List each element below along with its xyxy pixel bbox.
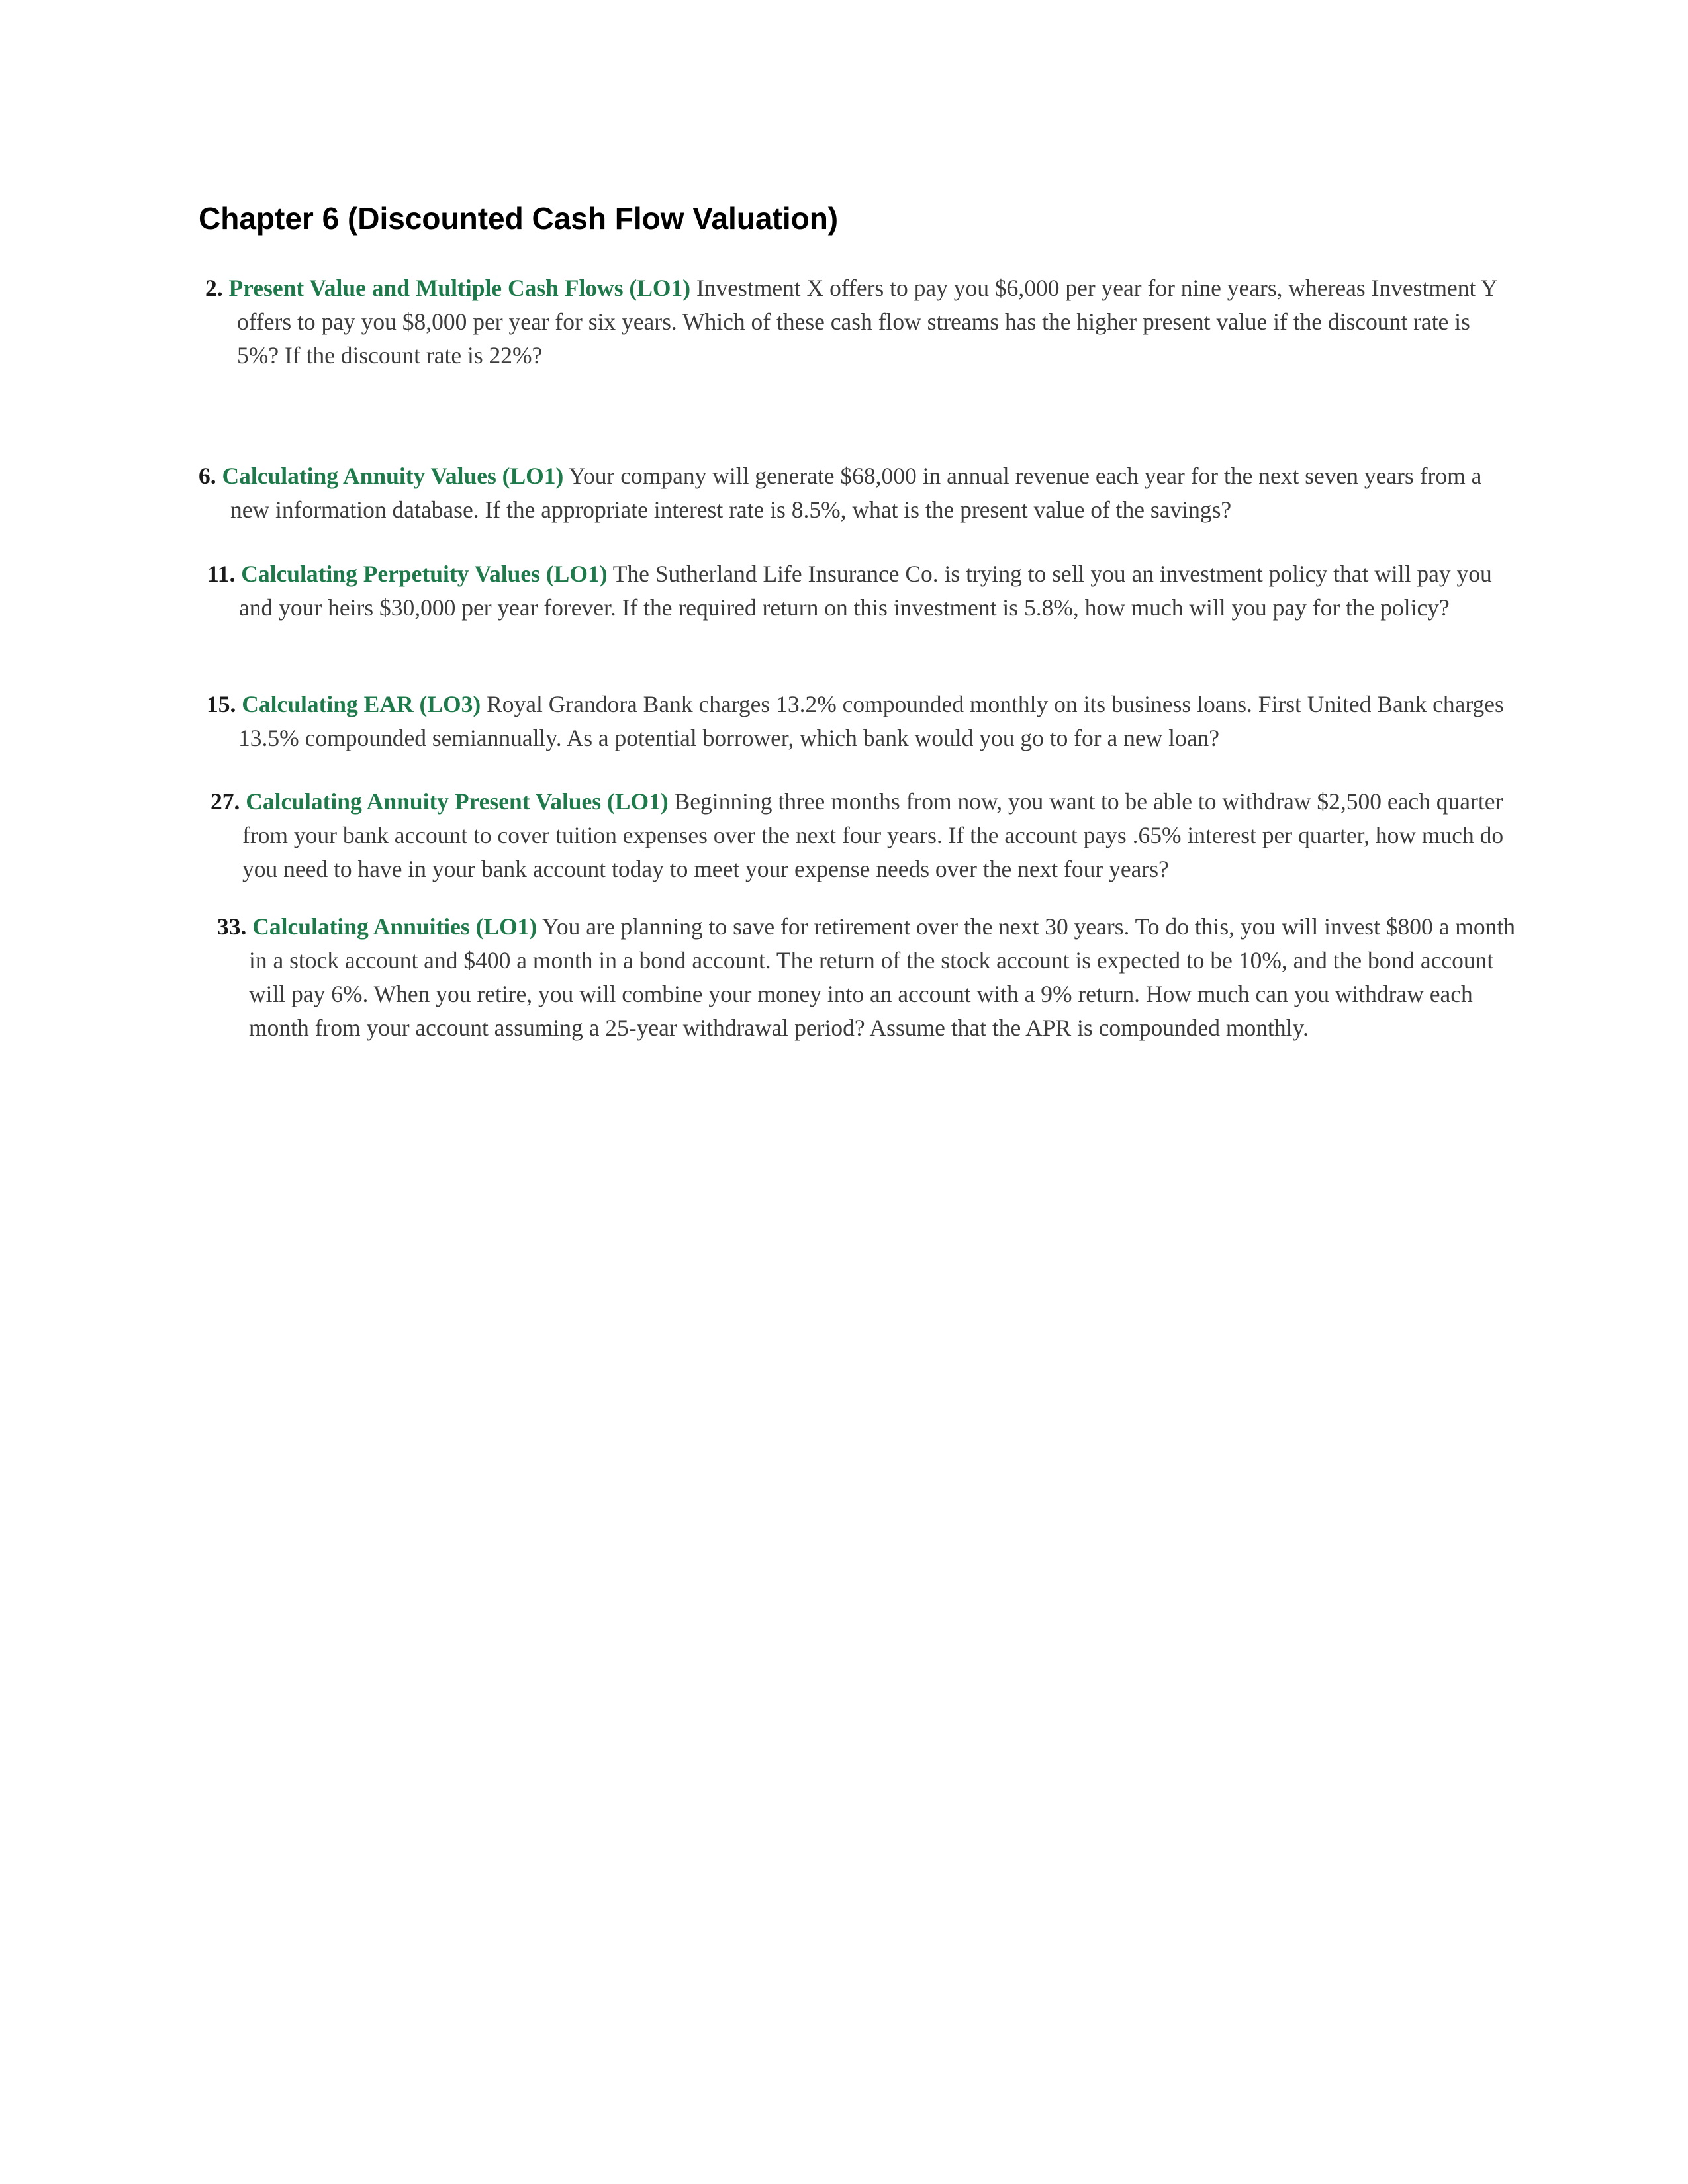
problem-27 [211,785,1513,886]
problem-number: 33. [217,913,247,940]
problem-text: Beginning three months from now, you want to be able to withdraw $2,500 each quarter from your bank account to cover tuition expenses over the next four years. If the account pays .65% interest per quarter, how much do you need to have in your bank account today to meet your expense needs over the next four years? [242,788,1504,882]
problem-heading: Calculating Annuity Values (LO1) [222,463,564,489]
problem-heading: Calculating Annuities (LO1) [252,913,538,940]
problem-number: 27. [211,788,240,815]
problem-2 [205,271,1508,373]
problem-6 [199,459,1501,527]
problem-heading: Calculating Perpetuity Values (LO1) [241,561,608,587]
problem-text: The Sutherland Life Insurance Co. is trying to sell you an investment policy that will pay you and your heirs $30,000 per year forever. If the required return on this investment is 5.8%, how much will you pay for the policy? [239,561,1492,621]
problem-11 [207,557,1510,625]
problem-15 [207,688,1509,755]
problem-text: Investment X offers to pay you $6,000 per year for nine years, whereas Investment Y offers to pay you $8,000 per year for six years. Which of these cash flow streams has the higher present value if the discount rate is 5%? If the discount rate is 22%? [237,275,1497,369]
problem-text: Royal Grandora Bank charges 13.2% compounded monthly on its business loans. First United Bank charges 13.5% compounded semiannually. As a potential borrower, which bank would you go to for a new loan? [238,691,1504,751]
problem-heading: Calculating Annuity Present Values (LO1) [246,788,669,815]
problem-number: 6. [199,463,216,489]
problem-text: Your company will generate $68,000 in annual revenue each year for the next seven years from a new information database. If the appropriate interest rate is 8.5%, what is the present value of the savings? [230,463,1482,523]
problem-number: 15. [207,691,236,717]
problem-33 [217,910,1520,1045]
problem-text: You are planning to save for retirement over the next 30 years. To do this, you will invest $800 a month in a stock account and $400 a month in a bond account. The return of the stock account is expected to be 10%, and the bond account will pay 6%. When you retire, you will combine your money into an account with a 9% return. How much can you withdraw each month from your account assuming a 25-year withdrawal period? Assume that the APR is compounded monthly. [249,913,1516,1041]
problem-number: 2. [205,275,223,301]
chapter-title: Chapter 6 (Discounted Cash Flow Valuation) [199,201,839,236]
problem-heading: Present Value and Multiple Cash Flows (LO1) [228,275,691,301]
problem-heading: Calculating EAR (LO3) [242,691,481,717]
problem-number: 11. [207,561,236,587]
